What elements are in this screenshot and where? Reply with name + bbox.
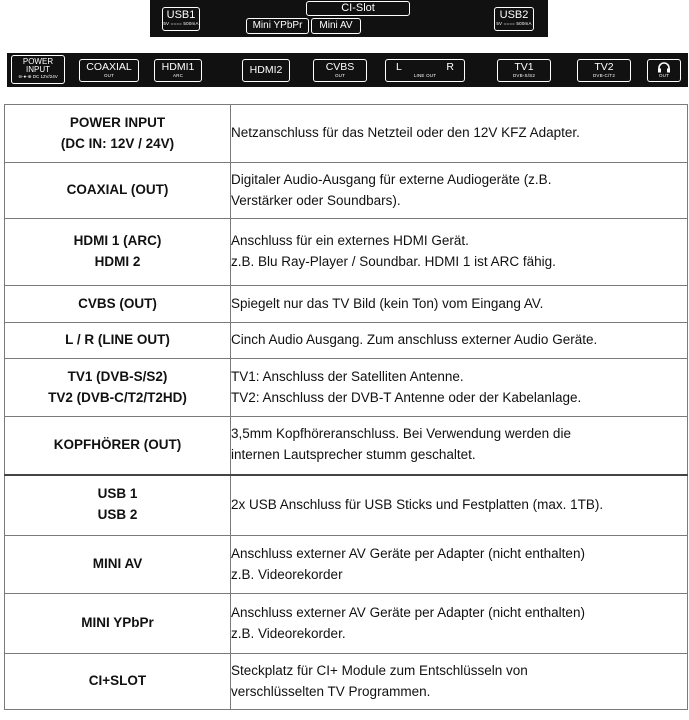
tv1-label: TV1 bbox=[514, 61, 534, 73]
mini-av-label: Mini AV bbox=[319, 20, 353, 31]
tv2-sub: DVB-C/T2 bbox=[592, 72, 616, 78]
hdmi2-label: HDMI2 bbox=[249, 64, 283, 76]
connector-description: Netzanschluss für das Netzteil oder den 12V KFZ Adapter. bbox=[231, 125, 580, 141]
connector-description: Spiegelt nur das TV Bild (kein Ton) vom Eingang AV. bbox=[231, 295, 544, 311]
connector-description-cell bbox=[231, 105, 688, 163]
coaxial-port bbox=[79, 59, 139, 82]
connector-description-cell bbox=[231, 417, 688, 475]
mini-ypbpr-label: Mini YPbPr bbox=[252, 20, 303, 31]
connector-description: TV2: Anschluss der DVB-T Antenne oder der Kabelanlage. bbox=[231, 389, 582, 405]
connector-name: L / R (LINE OUT) bbox=[65, 332, 170, 348]
connector-name-cell bbox=[5, 475, 231, 536]
connector-name: CVBS (OUT) bbox=[78, 295, 157, 311]
connector-name: USB 1 bbox=[97, 486, 138, 502]
rear-connector-panel bbox=[7, 53, 688, 87]
connector-name: TV2 (DVB-C/T2/T2HD) bbox=[48, 389, 187, 405]
table-row bbox=[5, 359, 688, 417]
connector-name-cell bbox=[5, 359, 231, 417]
connector-description-cell bbox=[231, 594, 688, 654]
usb2-label: USB2 bbox=[499, 9, 529, 21]
connector-name: MINI YPbPr bbox=[81, 615, 154, 631]
connector-description: Digitaler Audio-Ausgang für externe Audiogeräte (z.B. bbox=[231, 171, 552, 187]
connector-description: 3,5mm Kopfhöreranschluss. Bei Verwendung werden die bbox=[231, 426, 571, 442]
connector-description: Cinch Audio Ausgang. Zum anschluss externer Audio Geräte. bbox=[231, 332, 598, 348]
connector-description-cell bbox=[231, 536, 688, 594]
connector-name: COAXIAL (OUT) bbox=[66, 182, 169, 198]
tv1-sub: DVB-S/S2 bbox=[512, 72, 536, 78]
connector-description-cell bbox=[231, 163, 688, 219]
mini-av-port bbox=[311, 18, 361, 34]
connector-name-cell bbox=[5, 286, 231, 323]
table-row bbox=[5, 105, 688, 163]
side-connector-panel bbox=[150, 0, 548, 37]
usb2-spec: 5V ==== 500mA bbox=[496, 21, 532, 26]
connector-description: 2x USB Anschluss für USB Sticks und Festplatten (max. 1TB). bbox=[231, 496, 604, 512]
power-spec: ⊖-●-⊕ DC 12V/24V bbox=[18, 74, 58, 79]
coaxial-label: COAXIAL bbox=[86, 61, 132, 73]
connector-name: TV1 (DVB-S/S2) bbox=[67, 368, 168, 384]
connector-description: Anschluss für ein externes HDMI Gerät. bbox=[231, 233, 469, 249]
connector-name-cell bbox=[5, 594, 231, 654]
connector-name-cell bbox=[5, 323, 231, 359]
table-row bbox=[5, 163, 688, 219]
connector-name: USB 2 bbox=[97, 507, 138, 523]
connector-description: Anschluss externer AV Geräte per Adapter (nicht enthalten) bbox=[231, 545, 585, 561]
connector-name: HDMI 2 bbox=[94, 254, 141, 269]
power-label-line2: INPUT bbox=[26, 65, 50, 74]
usb1-port bbox=[162, 7, 200, 31]
table-row bbox=[5, 475, 688, 536]
connector-name-cell bbox=[5, 163, 231, 219]
connector-description-cell bbox=[231, 475, 688, 536]
connector-name-cell bbox=[5, 654, 231, 710]
connector-name-cell bbox=[5, 105, 231, 163]
connector-description: Anschluss externer AV Geräte per Adapter (nicht enthalten) bbox=[231, 604, 585, 620]
hdmi2-port bbox=[242, 59, 290, 82]
tv1-port bbox=[497, 59, 551, 82]
headphone-sub: OUT bbox=[658, 73, 670, 78]
connector-description-cell bbox=[231, 359, 688, 417]
cvbs-sub: OUT bbox=[334, 72, 346, 78]
table-row bbox=[5, 536, 688, 594]
table-row bbox=[5, 654, 688, 710]
connector-name: HDMI 1 (ARC) bbox=[73, 233, 162, 249]
tv2-port bbox=[577, 59, 631, 82]
connector-name: CI+SLOT bbox=[88, 673, 147, 689]
connector-description: Verstärker oder Soundbars). bbox=[231, 192, 401, 208]
connector-description: z.B. Videorekorder. bbox=[231, 625, 346, 641]
table-row bbox=[5, 323, 688, 359]
connector-description: TV1: Anschluss der Satelliten Antenne. bbox=[231, 368, 464, 384]
power-input-port bbox=[11, 55, 65, 84]
connector-description: z.B. Videorekorder bbox=[231, 566, 343, 582]
tv2-label: TV2 bbox=[594, 61, 614, 73]
mini-ypbpr-port bbox=[246, 18, 309, 34]
connector-name: (DC IN: 12V / 24V) bbox=[60, 135, 175, 151]
table-row bbox=[5, 417, 688, 475]
line-out-port bbox=[385, 59, 465, 82]
usb1-label: USB1 bbox=[166, 9, 196, 21]
connector-description: internen Lautsprecher stumm geschaltet. bbox=[231, 447, 476, 463]
cvbs-label: CVBS bbox=[325, 61, 355, 73]
hdmi1-label: HDMI1 bbox=[161, 61, 195, 73]
table-row bbox=[5, 594, 688, 654]
ci-slot-port bbox=[306, 1, 410, 16]
table-row bbox=[5, 286, 688, 323]
usb2-port bbox=[494, 7, 534, 31]
connector-name-cell bbox=[5, 417, 231, 475]
table-row bbox=[5, 219, 688, 286]
connector-name: MINI AV bbox=[92, 556, 143, 572]
headphone-icon bbox=[657, 62, 671, 73]
hdmi1-sub: ARC bbox=[172, 72, 184, 78]
connector-name-cell bbox=[5, 219, 231, 286]
cvbs-port bbox=[313, 59, 367, 82]
connector-name: KOPFHÖRER (OUT) bbox=[53, 436, 182, 452]
connector-name: POWER INPUT bbox=[69, 114, 166, 130]
connector-table bbox=[4, 104, 688, 710]
hdmi1-port bbox=[154, 59, 202, 82]
connector-name-cell bbox=[5, 536, 231, 594]
line-out-left-label: L bbox=[396, 61, 402, 73]
connector-description: z.B. Blu Ray-Player / Soundbar. HDMI 1 ist ARC fähig. bbox=[231, 254, 556, 269]
connector-description: verschlüsselten TV Programmen. bbox=[231, 683, 431, 699]
connector-description: Steckplatz für CI+ Module zum Entschlüsseln von bbox=[231, 662, 528, 678]
connector-description-cell bbox=[231, 654, 688, 710]
connector-description-cell bbox=[231, 323, 688, 359]
line-out-sub: LINE OUT bbox=[413, 72, 437, 78]
headphone-port bbox=[647, 59, 681, 82]
line-out-right-label: R bbox=[446, 61, 454, 73]
connector-description-cell bbox=[231, 286, 688, 323]
usb1-spec: 5V ==== 500mA bbox=[163, 21, 199, 26]
coaxial-sub: OUT bbox=[103, 72, 115, 78]
power-label-line1: POWER bbox=[22, 57, 54, 66]
ci-slot-label: CI-Slot bbox=[341, 2, 375, 14]
connector-description-cell bbox=[231, 219, 688, 286]
